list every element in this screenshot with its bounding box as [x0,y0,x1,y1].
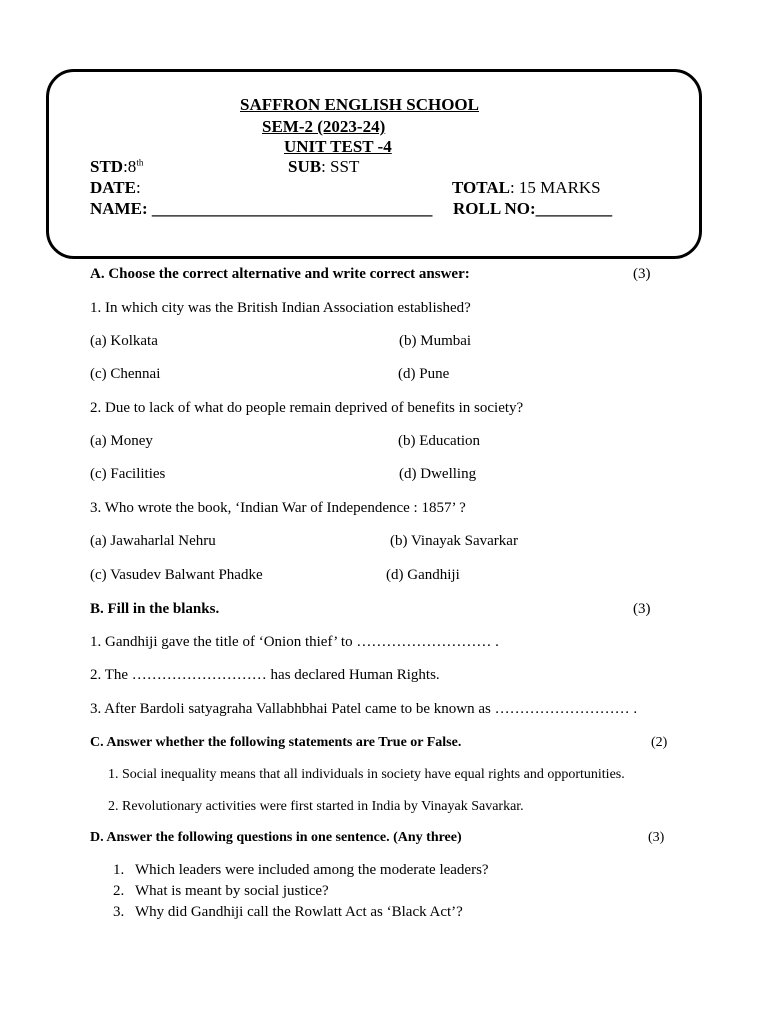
section-d-title: D. Answer the following questions in one sentence. (Any three) [90,830,462,845]
section-c-marks: (2) [651,735,668,750]
option-a2-d: (d) Dwelling [399,466,477,482]
date-field [90,179,141,196]
school-name: SAFFRON ENGLISH SCHOOL [240,95,479,114]
option-a2-c: (c) Facilities [90,466,166,482]
name-field: NAME: _________________________________ [90,199,433,218]
section-a-marks: (3) [633,266,651,282]
total-field [452,179,601,196]
std-label: STD [90,157,124,176]
std-field [90,158,143,175]
subject-field [288,158,359,175]
section-a-title: A. Choose the correct alternative and write correct answer: [90,266,470,282]
question-d2: What is meant by social justice? [135,883,329,899]
semester: SEM-2 (2023-24) [262,117,386,136]
section-b-title: B. Fill in the blanks. [90,601,220,617]
option-a3-c: (c) Vasudev Balwant Phadke [90,567,263,583]
blank-item-1: 1. Gandhiji gave the title of ‘Onion thief’ to ……………………… . [90,634,499,650]
question-a2: 2. Due to lack of what do people remain deprived of benefits in society? [90,400,524,416]
std-sup: th [136,157,144,168]
sub-value: : SST [321,157,360,176]
option-a1-d: (d) Pune [398,366,450,382]
roll-field: ROLL NO:_________ [453,199,613,218]
option-a2-a: (a) Money [90,433,153,449]
option-a1-c: (c) Chennai [90,366,161,382]
total-label: TOTAL [452,178,510,197]
section-b-marks: (3) [633,601,651,617]
section-c-title: C. Answer whether the following statements are True or False. [90,735,462,750]
statement-item-1: 1. Social inequality means that all individuals in society have equal rights and opportunities. [108,767,625,782]
option-a3-d: (d) Gandhiji [386,567,460,583]
question-d2-number: 2. [113,883,125,899]
section-d-marks: (3) [648,830,665,845]
question-d1-number: 1. [113,862,125,878]
question-a1: 1. In which city was the British Indian Association established? [90,300,471,316]
date-value: : [135,178,141,197]
total-value: : 15 MARKS [509,178,601,197]
blank-item-2: 2. The ……………………… has declared Human Rights. [90,667,440,683]
blank-item-3: 3. After Bardoli satyagraha Vallabhbhai Patel came to be known as ……………………… . [90,701,638,717]
question-d3: Why did Gandhiji call the Rowlatt Act as ‘Black Act’? [135,904,463,920]
option-a1-b: (b) Mumbai [399,333,472,349]
question-d1: Which leaders were included among the moderate leaders? [135,862,489,878]
option-a2-b: (b) Education [398,433,481,449]
sub-label: SUB [288,157,322,176]
option-a3-b: (b) Vinayak Savarkar [390,533,518,549]
question-d3-number: 3. [113,904,125,920]
date-label: DATE [90,178,136,197]
statement-item-2: 2. Revolutionary activities were first started in India by Vinayak Savarkar. [108,799,524,814]
option-a1-a: (a) Kolkata [90,333,158,349]
test-title: UNIT TEST -4 [284,137,392,156]
question-a3: 3. Who wrote the book, ‘Indian War of Independence : 1857’ ? [90,500,466,516]
option-a3-a: (a) Jawaharlal Nehru [90,533,216,549]
std-value: :8 [123,157,137,176]
